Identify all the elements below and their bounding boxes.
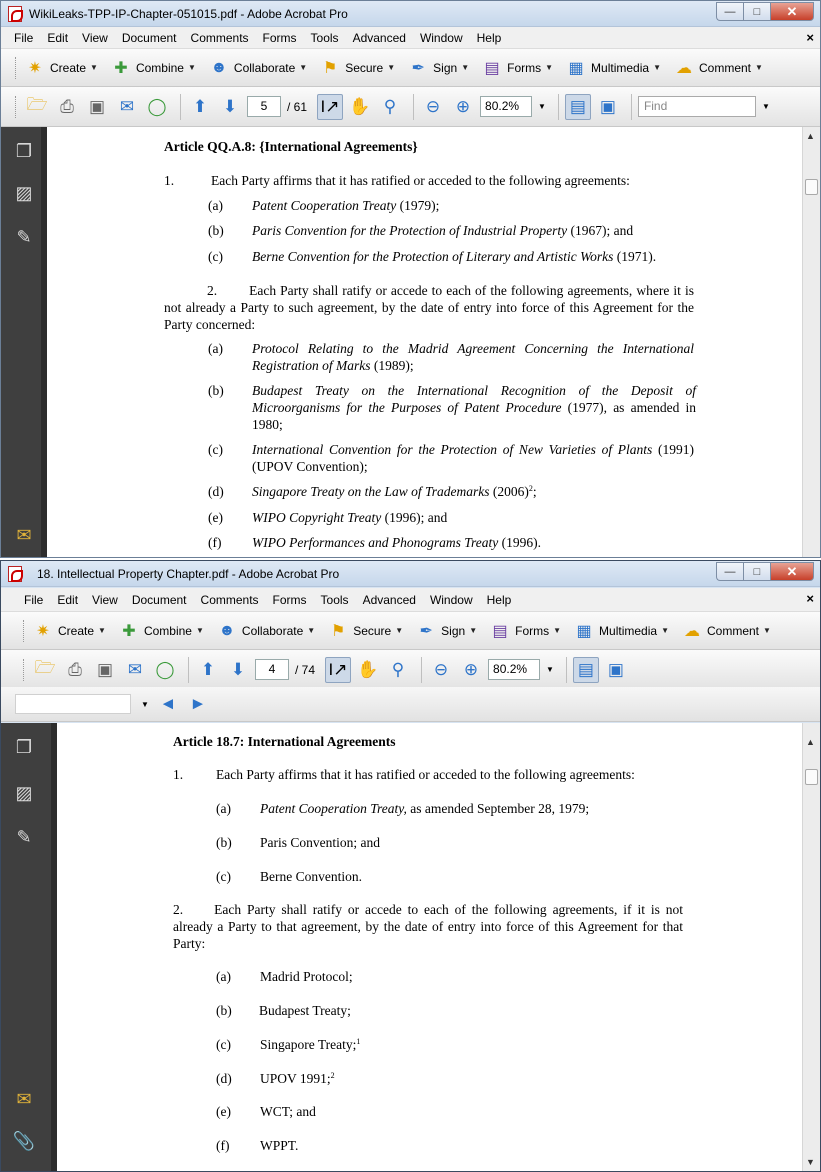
item-label: (c) xyxy=(216,869,231,884)
comment-label: Comment xyxy=(706,623,759,638)
navigation-toolbar xyxy=(1,87,820,127)
combine-label: Combine xyxy=(143,623,192,638)
collaborate-label: Collaborate xyxy=(233,60,296,75)
bookmarks-panel-icon[interactable]: ▨ xyxy=(15,182,33,203)
menu-view[interactable]: View xyxy=(92,592,118,607)
menu-tools[interactable]: Tools xyxy=(310,30,339,45)
comment-bubble-icon: ☁ xyxy=(675,59,692,77)
minimize-button[interactable]: — xyxy=(716,2,743,21)
menu-help[interactable]: Help xyxy=(476,30,502,45)
pages-panel-icon[interactable]: ❐ xyxy=(15,140,33,161)
menu-document[interactable]: Document xyxy=(121,30,177,45)
toolbar-grip[interactable] xyxy=(15,96,18,118)
zoom-dropdown-icon[interactable]: ▼ xyxy=(538,102,546,111)
marquee-zoom-icon[interactable]: ⚲ xyxy=(383,96,397,116)
close-document-icon[interactable]: × xyxy=(806,30,814,45)
multimedia-label: Multimedia xyxy=(591,60,650,75)
item-text: Budapest Treaty; xyxy=(259,1003,351,1018)
item-text: International Convention for the Protection of New Varieties of Plants (1991) (UPOV Convention); xyxy=(252,442,694,474)
save-icon[interactable]: ▣ xyxy=(88,96,106,116)
menu-comments[interactable]: Comments xyxy=(200,592,259,607)
multimedia-button[interactable]: ▦ Multimedia ▼ xyxy=(565,57,661,79)
item-label: (e) xyxy=(208,510,223,525)
print-icon[interactable]: ⎙ xyxy=(68,659,82,679)
item-label: (c) xyxy=(208,249,223,264)
sign-label: Sign xyxy=(433,60,458,75)
menu-bar xyxy=(1,27,820,49)
navigation-panel xyxy=(1,723,57,1171)
combine-button[interactable]: ✚ Combine ▼ xyxy=(118,620,204,642)
item-label: (b) xyxy=(208,223,224,238)
scroll-up-icon[interactable]: ▲ xyxy=(806,131,815,141)
create-label: Create xyxy=(58,623,95,638)
marquee-zoom-icon[interactable]: ⚲ xyxy=(391,659,405,679)
create-button[interactable]: ✷ Create ▼ xyxy=(32,620,106,642)
pages-panel-icon[interactable]: ❐ xyxy=(15,736,33,757)
save-icon[interactable]: ▣ xyxy=(96,659,114,679)
window-title: WikiLeaks-TPP-IP-Chapter-051015.pdf - Adobe Acrobat Pro xyxy=(29,7,348,21)
paragraph-number: 2. xyxy=(207,283,218,298)
sign-button[interactable]: ✒ Sign ▼ xyxy=(415,620,477,642)
scrolling-mode-icon[interactable]: ▤ xyxy=(573,657,599,683)
next-page-icon[interactable]: ⬇ xyxy=(222,96,238,116)
menu-forms[interactable]: Forms xyxy=(262,30,297,45)
secure-label: Secure xyxy=(353,623,392,638)
forms-label: Forms xyxy=(515,623,550,638)
item-label: (f) xyxy=(216,1138,230,1153)
acrobat-window-2 xyxy=(0,560,821,1172)
combine-button[interactable]: ✚ Combine ▼ xyxy=(110,57,196,79)
menu-advanced[interactable]: Advanced xyxy=(362,592,416,607)
find-next-icon[interactable]: ► xyxy=(189,694,207,713)
item-text: Paris Convention for the Protection of Industrial Property (1967); and xyxy=(252,223,634,238)
menu-forms[interactable]: Forms xyxy=(272,592,307,607)
comment-button[interactable]: ☁ Comment ▼ xyxy=(681,620,771,642)
forms-label: Forms xyxy=(507,60,542,75)
create-label: Create xyxy=(50,60,87,75)
menu-file[interactable]: File xyxy=(14,30,34,45)
create-icon: ✷ xyxy=(36,622,50,640)
item-text: Patent Cooperation Treaty (1979); xyxy=(252,198,440,213)
menu-edit[interactable]: Edit xyxy=(47,30,69,45)
article-heading: Article 18.7: International Agreements xyxy=(173,734,396,749)
item-label: (b) xyxy=(208,383,224,398)
multimedia-button[interactable]: ▦ Multimedia ▼ xyxy=(573,620,669,642)
film-icon: ▦ xyxy=(576,622,592,640)
tasks-toolbar xyxy=(1,49,820,87)
lock-icon: ⚑ xyxy=(331,622,346,640)
lock-icon: ⚑ xyxy=(323,59,338,77)
hand-tool-icon[interactable]: ✋ xyxy=(357,659,379,679)
forms-button[interactable]: ▤ Forms ▼ xyxy=(481,57,553,79)
paragraph-number: 1. xyxy=(173,767,184,782)
find-input[interactable] xyxy=(15,694,131,714)
menu-window[interactable]: Window xyxy=(419,30,463,45)
item-text: WIPO Copyright Treaty (1996); and xyxy=(252,510,448,525)
find-previous-icon[interactable]: ◄ xyxy=(159,694,177,713)
paragraph-number: 1. xyxy=(164,173,175,188)
comment-bubble-icon: ☁ xyxy=(683,622,700,640)
document-view[interactable] xyxy=(47,127,802,557)
fit-page-icon[interactable]: ▣ xyxy=(607,659,624,679)
zoom-level-input[interactable]: 80.2% xyxy=(488,659,540,680)
item-text: UPOV 1991;$^2$ xyxy=(260,1071,335,1086)
next-page-icon[interactable]: ⬇ xyxy=(230,659,246,679)
article-heading: Article QQ.A.8: {International Agreements} xyxy=(164,139,418,154)
menu-help[interactable]: Help xyxy=(486,592,512,607)
collaborate-button[interactable]: ☻ Collaborate ▼ xyxy=(216,620,315,642)
scrolling-mode-icon[interactable]: ▤ xyxy=(565,94,591,120)
email-icon[interactable]: ✉ xyxy=(119,96,135,116)
menu-file[interactable]: File xyxy=(24,592,44,607)
window-title: 18. Intellectual Property Chapter.pdf - Adobe Acrobat Pro xyxy=(37,567,340,581)
paragraph-2 xyxy=(164,282,694,333)
print-icon[interactable]: ⎙ xyxy=(60,96,74,116)
attachments-panel-icon[interactable]: 📎 xyxy=(12,1130,36,1151)
zoom-in-icon[interactable]: ⊕ xyxy=(455,96,471,116)
email-icon[interactable]: ✉ xyxy=(127,659,143,679)
collaborate-button[interactable]: ☻ Collaborate ▼ xyxy=(208,57,307,79)
minimize-button[interactable]: — xyxy=(716,562,743,581)
item-text: Berne Convention for the Protection of Literary and Artistic Works (1971). xyxy=(252,249,657,264)
secure-button[interactable]: ⚑ Secure ▼ xyxy=(319,57,395,79)
previous-page-icon[interactable]: ⬆ xyxy=(192,96,208,116)
upload-globe-icon[interactable]: ◯ xyxy=(155,659,175,679)
open-folder-icon[interactable]: 🗁 xyxy=(26,95,48,114)
tasks-toolbar xyxy=(1,612,820,650)
item-text: Singapore Treaty on the Law of Trademarks $(2006)^2$; xyxy=(252,484,537,499)
maximize-button[interactable]: □ xyxy=(743,2,770,21)
comments-panel-icon[interactable]: ✉ xyxy=(16,524,32,545)
item-label: (b) xyxy=(216,1003,232,1018)
bookmarks-panel-icon[interactable]: ▨ xyxy=(15,782,33,803)
close-button[interactable]: ✕ xyxy=(770,562,814,581)
pen-icon: ✒ xyxy=(411,59,425,77)
hand-tool-icon[interactable]: ✋ xyxy=(349,96,371,116)
paragraph-text: Each Party affirms that it has ratified or acceded to the following agreements: xyxy=(216,767,635,782)
close-button[interactable]: ✕ xyxy=(770,2,814,21)
page-total: / 61 xyxy=(287,99,308,114)
item-label: (d) xyxy=(208,484,224,499)
combine-label: Combine xyxy=(135,60,184,75)
maximize-button[interactable]: □ xyxy=(743,562,770,581)
item-label: (a) xyxy=(208,341,223,356)
select-text-icon[interactable]: I↗ xyxy=(317,94,343,120)
collaborate-label: Collaborate xyxy=(241,623,304,638)
comment-button[interactable]: ☁ Comment ▼ xyxy=(673,57,763,79)
page-number-input[interactable]: 5 xyxy=(247,96,281,117)
item-text: Patent Cooperation Treaty, as amended September 28, 1979; xyxy=(260,801,590,816)
create-icon: ✷ xyxy=(28,59,42,77)
item-label: (f) xyxy=(208,535,222,550)
sign-button[interactable]: ✒ Sign ▼ xyxy=(407,57,469,79)
close-document-icon[interactable]: × xyxy=(806,591,814,606)
film-icon: ▦ xyxy=(568,59,584,77)
item-label: (b) xyxy=(216,835,232,850)
footnote-ref[interactable]: 1 xyxy=(356,1037,361,1046)
paragraph-number: 2. xyxy=(173,902,184,917)
navigation-toolbar xyxy=(1,650,820,690)
signatures-panel-icon[interactable]: ✎ xyxy=(16,226,32,247)
forms-icon: ▤ xyxy=(484,59,500,77)
find-toolbar xyxy=(1,687,820,722)
item-text: Singapore Treaty;$^1$ xyxy=(260,1037,361,1052)
document-view[interactable] xyxy=(57,723,802,1171)
pen-icon: ✒ xyxy=(419,622,433,640)
comments-panel-icon[interactable]: ✉ xyxy=(16,1088,32,1109)
item-label: (c) xyxy=(216,1037,231,1052)
create-button[interactable]: ✷ Create ▼ xyxy=(24,57,98,79)
forms-button[interactable]: ▤ Forms ▼ xyxy=(489,620,561,642)
item-text: Madrid Protocol; xyxy=(260,969,353,984)
title-bar[interactable] xyxy=(1,561,820,587)
menu-advanced[interactable]: Advanced xyxy=(352,30,406,45)
item-label: (c) xyxy=(208,442,223,457)
sign-label: Sign xyxy=(441,623,466,638)
title-bar[interactable] xyxy=(1,1,820,27)
item-text: Berne Convention. xyxy=(260,869,362,884)
secure-label: Secure xyxy=(345,60,384,75)
item-text: WIPO Performances and Phonograms Treaty (1996). xyxy=(252,535,541,550)
item-text: WCT; and xyxy=(260,1104,316,1119)
pdf-icon xyxy=(8,566,22,582)
find-dropdown-icon[interactable]: ▼ xyxy=(761,102,770,111)
upload-globe-icon[interactable]: ◯ xyxy=(147,96,167,116)
menu-edit[interactable]: Edit xyxy=(57,592,79,607)
scroll-thumb[interactable] xyxy=(805,769,818,785)
menu-bar xyxy=(1,588,820,612)
menu-document[interactable]: Document xyxy=(131,592,187,607)
previous-page-icon[interactable]: ⬆ xyxy=(200,659,216,679)
open-folder-icon[interactable]: 🗁 xyxy=(34,658,56,677)
collaborate-icon: ☻ xyxy=(210,58,228,76)
footnote-ref[interactable]: 2 xyxy=(528,484,533,493)
scroll-up-icon[interactable]: ▲ xyxy=(806,737,815,747)
pdf-icon xyxy=(8,6,22,22)
item-text: Protocol Relating to the Madrid Agreement Concerning the International Registration of Marks (1989); xyxy=(252,341,694,373)
combine-icon: ✚ xyxy=(114,59,128,77)
toolbar-grip[interactable] xyxy=(15,57,18,79)
find-dropdown-icon[interactable]: ▼ xyxy=(141,699,149,709)
paragraph-text: Each Party shall ratify or accede to each of the following agreements, where it is not already a Party to such agreement, by the date of entry into force of this Agreement for the Party concerned: xyxy=(164,283,694,332)
acrobat-window-1 xyxy=(0,0,821,558)
paragraph-2 xyxy=(173,901,683,952)
combine-icon: ✚ xyxy=(122,622,136,640)
item-text: Budapest Treaty on the International Recognition of the Deposit of Microorganisms for the Purposes of Patent Procedure (1977), as amended in 1980; xyxy=(252,383,696,432)
vertical-scrollbar[interactable] xyxy=(802,723,820,1171)
page-total: / 74 xyxy=(295,662,316,677)
navigation-panel xyxy=(1,127,47,557)
menu-comments[interactable]: Comments xyxy=(190,30,249,45)
scroll-thumb[interactable] xyxy=(805,179,818,195)
zoom-out-icon[interactable]: ⊖ xyxy=(433,659,449,679)
forms-icon: ▤ xyxy=(492,622,508,640)
menu-view[interactable]: View xyxy=(82,30,108,45)
item-label: (a) xyxy=(216,969,231,984)
zoom-level-input[interactable]: 80.2% xyxy=(480,96,532,117)
item-label: (a) xyxy=(208,198,223,213)
item-text: Paris Convention; and xyxy=(260,835,380,850)
paragraph-text: Each Party shall ratify or accede to each of the following agreements, if it is not already a Party to that agreement, by the date of entry into force of this Agreement for that Party: xyxy=(173,902,683,951)
item-text: WPPT. xyxy=(260,1138,299,1153)
find-input[interactable]: Find xyxy=(638,96,756,117)
toolbar-grip[interactable] xyxy=(23,659,26,681)
comment-label: Comment xyxy=(698,60,751,75)
item-label: (a) xyxy=(216,801,231,816)
secure-button[interactable]: ⚑ Secure ▼ xyxy=(327,620,403,642)
signatures-panel-icon[interactable]: ✎ xyxy=(16,826,32,847)
vertical-scrollbar[interactable] xyxy=(802,127,820,557)
multimedia-label: Multimedia xyxy=(599,623,658,638)
scroll-down-icon[interactable]: ▼ xyxy=(806,1157,815,1167)
paragraph-text: Each Party affirms that it has ratified or acceded to the following agreements: xyxy=(211,173,630,188)
fit-page-icon[interactable]: ▣ xyxy=(599,96,616,116)
select-text-icon[interactable]: I↗ xyxy=(325,657,351,683)
zoom-out-icon[interactable]: ⊖ xyxy=(425,96,441,116)
collaborate-icon: ☻ xyxy=(218,621,236,639)
menu-tools[interactable]: Tools xyxy=(320,592,349,607)
page-number-input[interactable]: 4 xyxy=(255,659,289,680)
menu-window[interactable]: Window xyxy=(429,592,473,607)
item-label: (e) xyxy=(216,1104,231,1119)
footnote-ref[interactable]: 2 xyxy=(330,1071,335,1080)
toolbar-grip[interactable] xyxy=(23,620,26,642)
zoom-in-icon[interactable]: ⊕ xyxy=(463,659,479,679)
zoom-dropdown-icon[interactable]: ▼ xyxy=(546,665,554,674)
item-label: (d) xyxy=(216,1071,232,1086)
